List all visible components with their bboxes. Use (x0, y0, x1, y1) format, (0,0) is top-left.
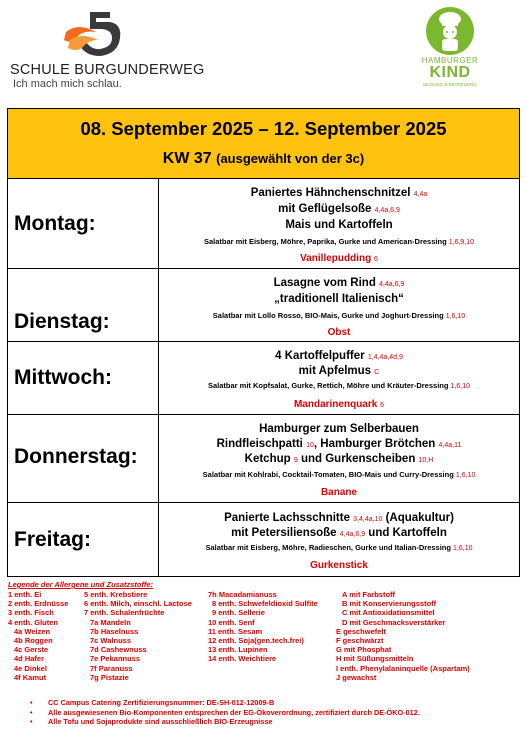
day-row-friday (8, 503, 519, 576)
dessert: Gurkenstick (310, 560, 368, 571)
legend-item: 6 enth. Milch, einschl. Lactose (84, 599, 192, 609)
dish-line: Mais und Kartoffeln (285, 219, 393, 231)
legend-item: 4a Weizen (14, 626, 51, 636)
legend-item: H mit Süßungsmitteln (336, 654, 414, 664)
caterer-brand-sub: BILDUNG & BETREUUNG (423, 82, 477, 87)
legend-item: 8 enth. Schwefeldioxid Sulfite (212, 599, 318, 609)
dish-line: Hamburger zum Selberbauen (259, 423, 419, 435)
legend-item: 7h Macadamianuss (208, 590, 277, 599)
dish-line: mit Geflügelsoße 4,4a,6,9 (278, 203, 400, 215)
legend-item: 4b Roggen (14, 635, 53, 645)
footnote-item: • CC Campus Catering Zertifizierungsnummer: DE-SH-012-12009-B (30, 698, 420, 708)
legend-item: 7g Pistazie (90, 672, 129, 682)
legend-item: 3 enth. Fisch (8, 608, 54, 618)
legend-column-2 (84, 590, 192, 682)
legend-item: 13 enth. Lupinen (208, 645, 268, 655)
caterer-brand-top: HAMBURGER (421, 56, 479, 65)
school-logo-mark-icon (62, 10, 132, 62)
legend-item: 2 enth. Erdnüsse (8, 599, 69, 609)
legend-column-1 (8, 590, 68, 682)
school-name: SCHULE BURGUNDERWEG (10, 62, 205, 78)
dish-line: Lasagne vom Rind 4,4a,6,9 (273, 277, 405, 289)
legend-item: 4 enth. Gluten (8, 617, 59, 627)
date-range: 08. September 2025 – 12. September 2025 (80, 118, 447, 139)
legend-item: D mit Geschmacksverstärker (342, 617, 446, 627)
legend-item: 11 enth. Sesam (208, 626, 263, 636)
school-logo (10, 10, 205, 92)
legend-item: 7d Cashewnuss (90, 645, 147, 655)
day-name: Mittwoch: (14, 366, 112, 389)
salad-bar: Salatbar mit Kohlrabi, Cocktail-Tomaten, BIO-Mais und Curry-Dressing 1,6,10 (202, 470, 476, 479)
dessert: Obst (327, 327, 351, 338)
day-cell (8, 342, 159, 414)
footnote-item: • Alle Tofu und Sojaprodukte sind ausschließlich BIO-Erzeugnisse (30, 717, 420, 727)
legend-item: 4f Kamut (14, 672, 47, 682)
day-row-monday (8, 179, 519, 269)
day-name: Montag: (14, 212, 96, 235)
legend-item: J gewachst (336, 672, 377, 682)
legend-item: 4c Gerste (14, 645, 49, 655)
legend-item: 7a Mandeln (90, 617, 131, 627)
legend-item: 7c Walnuss (90, 635, 131, 645)
footnotes (30, 698, 420, 727)
footnote-item: • Alle ausgewiesenen Bio-Komponenten entsprechen der EG-Ökoverordnung, zertifiziert durch DE-ÖKO-012. (30, 708, 420, 718)
meal-cell (159, 269, 519, 341)
legend-item: 4e Dinkel (14, 663, 47, 673)
legend-item: C mit Antioxidationsmittel (342, 608, 435, 618)
salad-bar: Salatbar mit Kopfsalat, Gurke, Rettich, Möhre und Kräuter-Dressing 1,6,10 (207, 381, 471, 390)
dish-line: „traditionell Italienisch“ (274, 293, 404, 305)
day-row-thursday (8, 415, 519, 503)
legend-item: 1 enth. Ei (8, 590, 42, 599)
legend-item: 7f Paranuss (90, 663, 133, 673)
menu-header (8, 109, 519, 179)
caterer-logo (410, 6, 490, 92)
dessert: Banane (320, 487, 358, 498)
legend-title: Legende der Allergene und Zusatzstoffe: (8, 580, 154, 589)
salad-bar: Salatbar mit Eisberg, Möhre, Paprika, Gurke und American-Dressing 1,6,9,10 (203, 237, 475, 246)
day-row-tuesday (8, 269, 519, 342)
week-number: KW 37 (162, 150, 212, 167)
dish-line: 4 Kartoffelpuffer 1,4,4a,4d,9 (275, 350, 403, 362)
chef-kid-icon (416, 6, 484, 56)
legend-item: 9 enth. Sellerie (212, 608, 265, 618)
legend-item: 12 enth. Soja(gen.tech.frei) (208, 635, 304, 645)
legend-column-3 (208, 590, 318, 664)
day-cell (8, 179, 159, 268)
legend-item: 7 enth. Schalenfrüchte (84, 608, 165, 618)
salad-bar: Salatbar mit Eisberg, Möhre, Radieschen, Gurke und Italian-Dressing 1,6,10 (205, 543, 473, 552)
legend-item: 7e Pekannuss (90, 654, 141, 664)
school-tagline: Ich mach mich schlau. (13, 78, 122, 90)
meal-cell (159, 503, 519, 576)
day-name: Donnerstag: (14, 445, 138, 468)
legend-item: 10 enth. Senf (208, 617, 255, 627)
dish-line: mit Apfelmus C (298, 365, 380, 377)
dish-line: Ketchup 9 und Gurkenscheiben 10,H (244, 453, 434, 465)
menu-table (7, 108, 520, 577)
meal-cell (159, 179, 519, 268)
legend-item: E geschwefelt (336, 626, 387, 636)
legend-item: G mit Phosphat (336, 645, 392, 655)
day-cell (8, 269, 159, 341)
legend-item: F geschwärzt (336, 635, 384, 645)
legend-item: 14 enth. Weichtiere (208, 654, 277, 664)
legend-item: I enth. Phenylalaninquelle (Aspartam) (336, 663, 470, 673)
day-name: Dienstag: (14, 310, 110, 333)
dessert: Mandarinenquark 6 (293, 399, 385, 410)
legend-item: B mit Konservierungsstoff (342, 599, 437, 609)
legend-item: 4d Hafer (14, 654, 45, 664)
week-line (8, 150, 519, 168)
dish-line: Paniertes Hähnchenschnitzel 4,4a (250, 187, 428, 199)
dish-line: Panierte Lachsschnitte 3,4,4a,10 (Aquakultur) (224, 512, 454, 524)
legend-item: 5 enth. Krebstiere (84, 590, 148, 599)
day-row-wednesday (8, 342, 519, 415)
meal-cell (159, 415, 519, 502)
day-name: Freitag: (14, 528, 92, 551)
day-cell (8, 503, 159, 576)
caterer-brand-name: KIND (429, 64, 471, 81)
dish-line: mit Petersiliensoße 4,4a,6,9 und Kartoffeln (231, 527, 447, 539)
week-note: (ausgewählt von der 3c) (216, 151, 365, 166)
dessert: Vanillepudding 6 (300, 253, 378, 264)
day-cell (8, 415, 159, 502)
legend-column-4 (336, 590, 470, 682)
legend-item: 7b Haselnuss (90, 626, 139, 636)
meal-cell (159, 342, 519, 414)
legend-item: A mit Farbstoff (342, 590, 396, 599)
salad-bar: Salatbar mit Lollo Rosso, BIO-Mais, Gurke und Joghurt-Dressing 1,6,10 (212, 311, 466, 320)
dish-line: Rindfleischpatti 10, Hamburger Brötchen 4,4a,11 (216, 438, 462, 450)
